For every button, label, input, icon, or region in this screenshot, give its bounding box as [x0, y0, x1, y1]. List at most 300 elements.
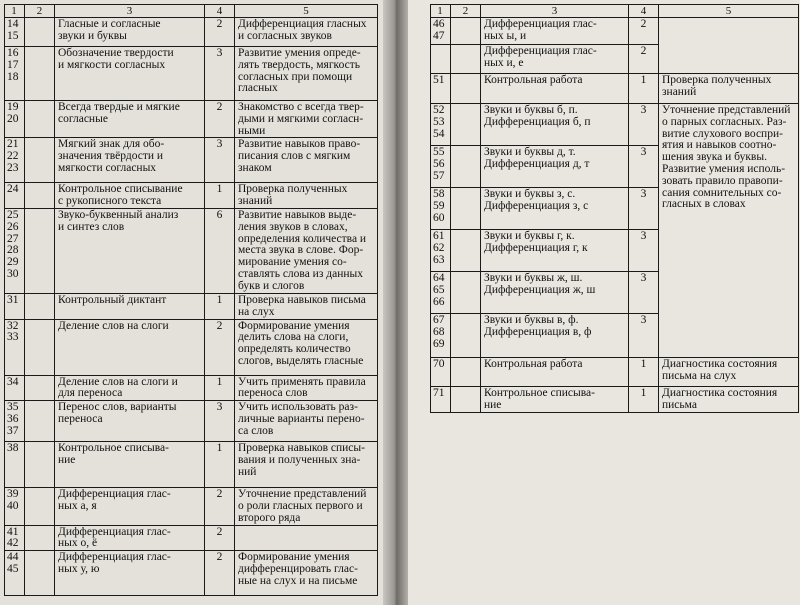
goal-cell	[659, 358, 799, 387]
goal-text: сания сомнительных со-	[662, 186, 782, 199]
goal-text: ные на слух и на письме	[238, 574, 358, 587]
topic-text: ние	[484, 398, 502, 411]
row-number: 25	[7, 208, 19, 221]
topic-text: Гласные и согласные	[58, 18, 161, 30]
row-number-cell	[5, 101, 25, 138]
goal-cell	[659, 74, 799, 104]
goal-cell	[235, 293, 378, 319]
topic-text: Звуки и буквы д, т.	[484, 146, 576, 158]
row-number-cell	[431, 272, 451, 314]
blank-cell	[25, 138, 55, 183]
goal-cell	[235, 101, 378, 138]
table-row	[5, 183, 378, 209]
row-number-cell	[5, 488, 25, 525]
table-row	[5, 101, 378, 138]
row-number: 38	[7, 442, 19, 455]
header-cell-1: 1	[5, 5, 25, 18]
row-number: 41	[7, 525, 19, 538]
goal-text: шения звука и буквы.	[662, 151, 767, 164]
row-number: 35	[7, 401, 19, 414]
hours-cell: 3	[629, 230, 659, 272]
hours-cell: 3	[629, 146, 659, 188]
header-cell-1: 1	[431, 5, 451, 18]
row-number-cell	[5, 183, 25, 209]
hours-cell: 3	[205, 47, 235, 101]
row-number: 14	[7, 18, 19, 30]
topic-cell	[55, 101, 205, 138]
left-plan-table	[4, 4, 378, 596]
row-number: 70	[433, 358, 445, 370]
row-number: 51	[433, 74, 445, 86]
row-number: 36	[7, 412, 19, 425]
goal-text: согласных при помощи	[238, 70, 353, 83]
goal-text: Формирование умения	[238, 319, 350, 332]
row-number-cell	[5, 208, 25, 293]
goal-text: витие слухового воспри-	[662, 127, 783, 140]
topic-text: Дифференциация глас-	[484, 18, 597, 30]
topic-cell	[481, 104, 629, 146]
row-number-cell	[431, 230, 451, 272]
book-gutter	[383, 0, 408, 605]
goal-text: о парных согласных. Раз-	[662, 115, 787, 128]
table-row	[5, 551, 378, 596]
hours-cell: 2	[205, 319, 235, 375]
hours-cell: 1	[205, 183, 235, 209]
blank-cell	[25, 208, 55, 293]
row-number: 31	[7, 293, 19, 306]
goal-cell	[235, 488, 378, 525]
goal-text: Знакомство с всегда твер-	[238, 101, 364, 113]
table-row	[5, 401, 378, 442]
hours-cell: 1	[629, 358, 659, 387]
blank-cell	[451, 45, 481, 74]
row-number-cell	[431, 146, 451, 188]
hours-cell: 3	[205, 401, 235, 442]
goal-text: са слов	[238, 424, 274, 437]
hours-cell: 2	[205, 551, 235, 596]
goal-text: Диагностика состояния	[662, 387, 778, 399]
row-number-cell	[431, 18, 451, 45]
row-number: 56	[433, 157, 445, 170]
blank-cell	[25, 319, 55, 375]
row-number: 28	[7, 244, 19, 257]
row-number-cell	[5, 375, 25, 401]
topic-text: Контрольная работа	[484, 358, 583, 370]
blank-cell	[451, 314, 481, 358]
goal-text: Формирование умения	[238, 551, 350, 564]
goal-cell	[659, 387, 799, 413]
goal-text: гласных	[238, 82, 278, 95]
topic-text: Звуки и буквы б, п.	[484, 104, 578, 116]
goal-cell	[235, 551, 378, 596]
goal-text: на слух	[238, 305, 275, 318]
row-number: 66	[433, 295, 445, 308]
table-header-row	[431, 5, 799, 18]
topic-text: согласные	[58, 112, 108, 125]
row-number-cell	[5, 18, 25, 47]
goal-cell	[235, 401, 378, 442]
row-number: 64	[433, 272, 445, 284]
topic-text: Дифференциация глас-	[58, 525, 171, 538]
row-number: 15	[7, 29, 19, 42]
topic-cell	[55, 488, 205, 525]
hours-cell: 2	[205, 488, 235, 525]
row-number: 17	[7, 58, 19, 71]
header-cell-2: 2	[25, 5, 55, 18]
blank-cell	[451, 104, 481, 146]
row-number: 18	[7, 70, 19, 83]
row-number: 67	[433, 314, 445, 326]
topic-cell	[55, 138, 205, 183]
row-number: 37	[7, 424, 19, 437]
goal-text: Развитие умения опреде-	[238, 47, 361, 59]
topic-text: мягкости согласных	[58, 161, 157, 174]
topic-cell	[55, 401, 205, 442]
topic-text: Дифференциация б, п	[484, 115, 591, 128]
hours-cell: 6	[205, 208, 235, 293]
header-cell-3: 3	[481, 5, 629, 18]
topic-text: Перенос слов, варианты	[58, 401, 177, 414]
goal-cell	[235, 442, 378, 488]
goal-cell	[659, 18, 799, 74]
topic-text: Дифференциация глас-	[484, 45, 597, 57]
topic-cell	[481, 314, 629, 358]
topic-text: ных ы, и	[484, 29, 527, 42]
row-number: 40	[7, 499, 19, 512]
goal-text: определения количества и	[238, 232, 367, 245]
topic-cell	[55, 183, 205, 209]
row-number: 62	[433, 241, 445, 254]
hours-cell: 2	[629, 45, 659, 74]
goal-cell	[235, 319, 378, 375]
goal-text: Уточнение представлений	[238, 488, 367, 501]
topic-text: и синтез слов	[58, 220, 125, 233]
hours-cell: 3	[629, 104, 659, 146]
topic-text: для переноса	[58, 387, 123, 400]
row-number: 30	[7, 267, 19, 280]
topic-text: Звуки и буквы в, ф.	[484, 314, 579, 326]
goal-text: дифференцировать глас-	[238, 562, 358, 575]
goal-text: ний	[238, 465, 257, 478]
blank-cell	[451, 230, 481, 272]
goal-cell	[235, 525, 378, 551]
topic-text: Дифференциация в, ф	[484, 325, 592, 338]
goal-text: письма на слух	[662, 369, 737, 382]
goal-text: делить слова на слоги,	[238, 331, 349, 344]
blank-cell	[451, 358, 481, 387]
topic-text: Дифференциация г, к	[484, 241, 588, 254]
goal-text: второго ряда	[238, 511, 301, 524]
topic-text: Всегда твердые и мягкие	[58, 101, 180, 113]
goal-text: мирование умения со-	[238, 256, 347, 269]
blank-cell	[25, 488, 55, 525]
blank-cell	[25, 293, 55, 319]
row-number-cell	[5, 293, 25, 319]
header-cell-3: 3	[55, 5, 205, 18]
goal-text: Развитие навыков право-	[238, 138, 361, 151]
topic-cell	[481, 230, 629, 272]
topic-text: Дифференциация д, т	[484, 157, 590, 170]
goal-text: ления звуков в словах,	[238, 220, 348, 233]
goal-text: вания и полученных зна-	[238, 453, 361, 466]
topic-text: Дифференциация з, с	[484, 199, 589, 212]
row-number: 47	[433, 29, 445, 42]
topic-text: Контрольное списывание	[58, 183, 183, 196]
row-number: 21	[7, 138, 19, 151]
goal-cell	[235, 138, 378, 183]
goal-text: Проверка полученных	[662, 74, 772, 86]
topic-text: Звуки и буквы г, к.	[484, 230, 575, 242]
table-row	[5, 319, 378, 375]
goal-text: ятия и навыков соотно-	[662, 139, 777, 152]
blank-cell	[25, 525, 55, 551]
goal-text: ставлять слова из данных	[238, 267, 363, 280]
row-number-cell	[431, 358, 451, 387]
topic-cell	[481, 18, 629, 45]
goal-text: личные варианты перено-	[238, 412, 365, 425]
blank-cell	[451, 272, 481, 314]
row-number-cell	[431, 45, 451, 74]
row-number-cell	[431, 314, 451, 358]
topic-text: Звуки и буквы з, с.	[484, 188, 576, 200]
topic-cell	[55, 525, 205, 551]
table-row	[5, 18, 378, 47]
header-cell-2: 2	[451, 5, 481, 18]
goal-text: Диагностика состояния	[662, 358, 778, 370]
topic-cell	[481, 45, 629, 74]
topic-text: Контрольное списыва-	[58, 442, 169, 455]
row-number: 65	[433, 283, 445, 296]
blank-cell	[451, 74, 481, 104]
topic-text: Звуко-буквенный анализ	[58, 208, 179, 221]
table-row	[5, 208, 378, 293]
blank-cell	[451, 18, 481, 45]
topic-cell	[55, 375, 205, 401]
header-cell-4: 4	[629, 5, 659, 18]
goal-text: гласных в словах	[662, 198, 746, 211]
goal-text: знаний	[662, 85, 697, 98]
row-number: 42	[7, 537, 19, 550]
goal-text: лять твердость, мягкость	[238, 58, 360, 71]
goal-text: слогов, выделять гласные	[238, 354, 364, 367]
topic-text: значения твёрдости и	[58, 150, 164, 163]
row-number-cell	[5, 47, 25, 101]
topic-text: Деление слов на слоги и	[58, 375, 178, 388]
table-row	[431, 74, 799, 104]
goal-text: Проверка навыков письма	[238, 293, 366, 306]
topic-text: Контрольная работа	[484, 74, 583, 86]
row-number: 34	[7, 375, 19, 388]
hours-cell: 2	[205, 525, 235, 551]
row-number: 26	[7, 220, 19, 233]
goal-text: ными	[238, 124, 266, 137]
topic-text: ных а, я	[58, 499, 97, 512]
hours-cell: 3	[205, 138, 235, 183]
topic-text: Контрольный диктант	[58, 293, 167, 306]
goal-text: письма	[662, 398, 697, 411]
row-number-cell	[431, 104, 451, 146]
topic-cell	[481, 188, 629, 230]
row-number: 23	[7, 161, 19, 174]
goal-text: Проверка полученных	[238, 183, 348, 196]
hours-cell: 3	[629, 272, 659, 314]
goal-cell	[235, 183, 378, 209]
blank-cell	[25, 183, 55, 209]
topic-text: Контрольное списыва-	[484, 387, 595, 399]
topic-cell	[481, 272, 629, 314]
row-number: 19	[7, 101, 19, 113]
topic-text: и мягкости согласных	[58, 58, 166, 71]
row-number-cell	[5, 138, 25, 183]
blank-cell	[451, 188, 481, 230]
table-row	[5, 525, 378, 551]
row-number-cell	[5, 442, 25, 488]
table-row	[5, 375, 378, 401]
hours-cell: 1	[629, 74, 659, 104]
row-number-cell	[5, 525, 25, 551]
goal-text: букв и слогов	[238, 279, 305, 292]
row-number-cell	[431, 387, 451, 413]
row-number: 59	[433, 199, 445, 212]
goal-text: знаком	[238, 161, 272, 174]
table-row	[431, 387, 799, 413]
row-number: 68	[433, 325, 445, 338]
goal-text: Учить использовать раз-	[238, 401, 358, 414]
goal-text: места звука в слове. Фор-	[238, 244, 364, 257]
row-number: 69	[433, 337, 445, 350]
goal-text: знаний	[238, 195, 273, 208]
goal-text: Дифференциация гласных	[238, 18, 367, 30]
goal-cell	[235, 18, 378, 47]
topic-cell	[55, 208, 205, 293]
right-plan-table	[430, 4, 799, 413]
topic-cell	[481, 74, 629, 104]
goal-cell	[235, 208, 378, 293]
header-cell-4: 4	[205, 5, 235, 18]
goal-text: Развитие умения исполь-	[662, 162, 786, 175]
topic-text: переноса	[58, 412, 103, 425]
topic-cell	[55, 18, 205, 47]
topic-text: Обозначение твердости	[58, 47, 174, 59]
topic-text: ных и, е	[484, 56, 524, 69]
table-row	[5, 293, 378, 319]
topic-text: Деление слов на слоги	[58, 319, 169, 332]
row-number: 32	[7, 319, 19, 332]
hours-cell: 2	[205, 101, 235, 138]
goal-text: определять количество	[238, 343, 351, 356]
topic-cell	[55, 319, 205, 375]
topic-text: звуки и буквы	[58, 29, 127, 42]
goal-text: дыми и мягкими согласн-	[238, 112, 364, 125]
topic-text: Звуки и буквы ж, ш.	[484, 272, 583, 284]
hours-cell: 1	[629, 387, 659, 413]
goal-text: Уточнение представлений	[662, 104, 791, 116]
row-number: 54	[433, 127, 445, 140]
row-number: 27	[7, 232, 19, 245]
hours-cell: 2	[629, 18, 659, 45]
row-number: 58	[433, 188, 445, 200]
row-number: 33	[7, 331, 19, 344]
topic-text: ных у, ю	[58, 562, 100, 575]
goal-text: переноса слов	[238, 387, 308, 400]
row-number-cell	[5, 551, 25, 596]
blank-cell	[451, 387, 481, 413]
topic-cell	[55, 47, 205, 101]
row-number: 44	[7, 551, 19, 564]
right-page	[408, 0, 800, 605]
row-number: 55	[433, 146, 445, 158]
hours-cell: 1	[205, 442, 235, 488]
row-number: 46	[433, 18, 445, 30]
blank-cell	[25, 442, 55, 488]
goal-cell	[235, 375, 378, 401]
left-page	[0, 0, 383, 605]
blank-cell	[451, 146, 481, 188]
row-number: 16	[7, 47, 19, 59]
goal-text: Развитие навыков выде-	[238, 208, 357, 221]
row-number: 52	[433, 104, 445, 116]
hours-cell: 2	[205, 18, 235, 47]
table-row	[5, 138, 378, 183]
row-number-cell	[5, 319, 25, 375]
row-number: 45	[7, 562, 19, 575]
row-number: 71	[433, 387, 445, 399]
topic-cell	[481, 387, 629, 413]
topic-text: Мягкий знак для обо-	[58, 138, 165, 151]
topic-cell	[481, 146, 629, 188]
blank-cell	[25, 551, 55, 596]
goal-text: и согласных звуков	[238, 29, 332, 42]
row-number: 20	[7, 112, 19, 125]
row-number: 24	[7, 183, 19, 196]
table-row	[431, 358, 799, 387]
row-number: 39	[7, 488, 19, 501]
hours-cell: 1	[205, 375, 235, 401]
hours-cell: 3	[629, 188, 659, 230]
goal-text: писания слов с мягким	[238, 150, 351, 163]
table-row	[5, 47, 378, 101]
topic-text: Дифференциация ж, ш	[484, 283, 596, 296]
topic-cell	[55, 442, 205, 488]
goal-text: о роли гласных первого и	[238, 499, 363, 512]
table-row	[431, 18, 799, 45]
topic-cell	[55, 551, 205, 596]
row-number-cell	[431, 74, 451, 104]
blank-cell	[25, 18, 55, 47]
hours-cell: 1	[205, 293, 235, 319]
row-number: 63	[433, 253, 445, 266]
row-number: 60	[433, 211, 445, 224]
row-number: 22	[7, 150, 19, 163]
topic-text: Дифференциация глас-	[58, 488, 171, 501]
row-number: 29	[7, 256, 19, 269]
topic-cell	[55, 293, 205, 319]
topic-text: ных о, ё	[58, 537, 98, 550]
header-cell-5: 5	[235, 5, 378, 18]
blank-cell	[25, 101, 55, 138]
topic-cell	[481, 358, 629, 387]
blank-cell	[25, 401, 55, 442]
goal-cell	[235, 47, 378, 101]
table-row	[431, 104, 799, 146]
row-number: 53	[433, 115, 445, 128]
header-cell-5: 5	[659, 5, 799, 18]
hours-cell: 3	[629, 314, 659, 358]
topic-text: ние	[58, 453, 76, 466]
goal-text: Учить применять правила	[238, 375, 366, 388]
topic-text: Дифференциация глас-	[58, 551, 171, 564]
row-number-cell	[431, 188, 451, 230]
